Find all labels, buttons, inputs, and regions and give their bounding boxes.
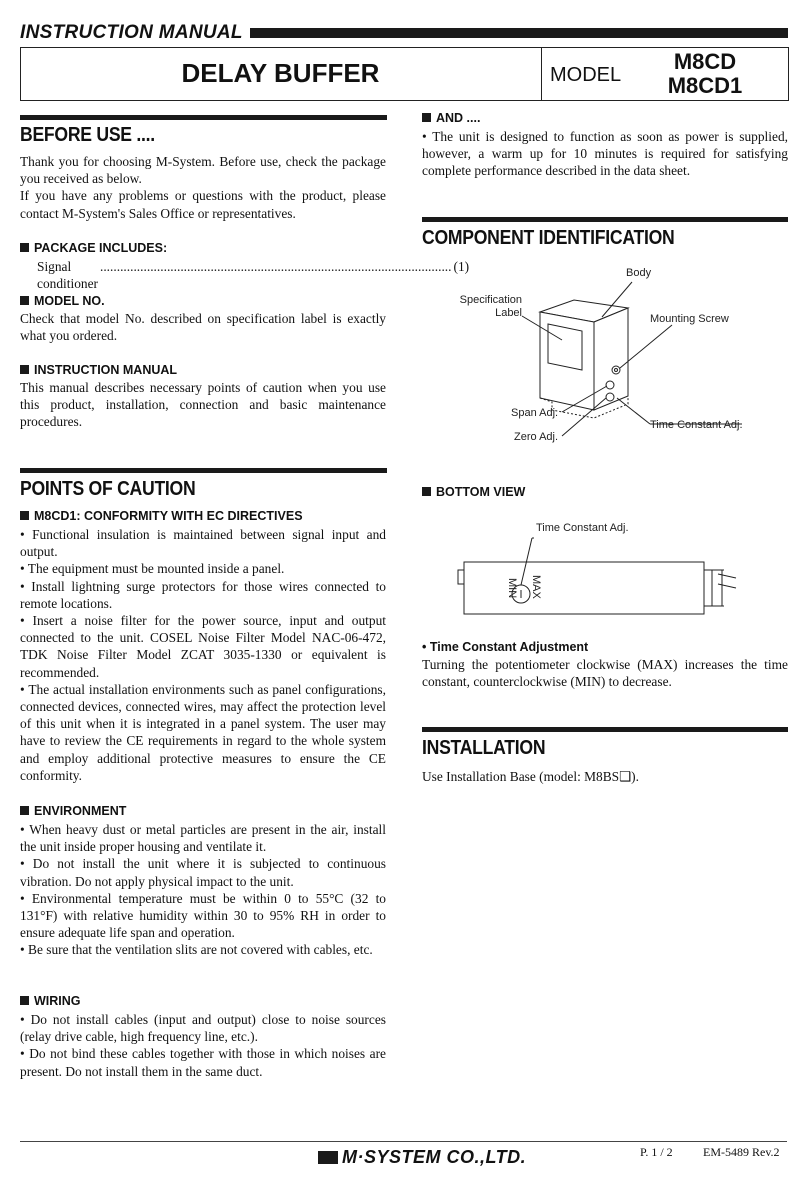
section-rule xyxy=(20,115,387,120)
before-use-heading: BEFORE USE .... xyxy=(20,124,155,146)
list-item: • When heavy dust or metal particles are present in the air, install the unit inside proper housing and ventilate it. xyxy=(20,822,386,855)
header-rule xyxy=(250,28,788,38)
ec-directives-heading: M8CD1: CONFORMITY WITH EC DIRECTIVES xyxy=(20,509,303,523)
package-item-name: Signal conditioner xyxy=(37,259,98,291)
before-use-intro xyxy=(20,153,386,222)
list-item: • Do not install the unit where it is subjected to continuous vibration. Do not apply physical impact to the unit. xyxy=(20,856,386,889)
list-item: • Do not bind these cables together with those in which noises are present. Do not install them in the same duct. xyxy=(20,1046,386,1079)
min-label: MIN xyxy=(506,578,518,599)
component-identification-heading: COMPONENT IDENTIFICATION xyxy=(422,227,675,249)
component-diagram xyxy=(422,260,788,452)
wiring-list xyxy=(20,1011,386,1080)
and-text: • The unit is designed to function as soon as power is supplied, however, a warm up for 10 minutes is required for satisfying complete performance described in the data sheet. xyxy=(422,129,788,179)
section-rule xyxy=(422,217,788,222)
installation-heading: INSTALLATION xyxy=(422,737,546,759)
title-divider xyxy=(541,47,542,101)
company-logo: M·SYSTEM CO.,LTD. xyxy=(318,1147,526,1168)
bottom-time-constant-label: Time Constant Adj. xyxy=(536,522,629,534)
square-bullet-icon xyxy=(20,365,29,374)
unit-front-face xyxy=(594,308,628,410)
environment-heading: ENVIRONMENT xyxy=(20,804,126,818)
bottom-view-diagram xyxy=(422,512,788,628)
list-item: • Install lightning surge protectors for those wires connected to remote locations. xyxy=(20,578,386,611)
list-item: • Environmental temperature must be within 0 to 55°C (32 to 131°F) with relative humidity within 30 to 95% RH in order to ensure adequate life span and operation. xyxy=(20,890,386,941)
span-adj-label: Span Adj. xyxy=(511,407,559,419)
list-item: • Be sure that the ventilation slits are not covered with cables, etc. xyxy=(20,942,373,958)
points-of-caution-heading: POINTS OF CAUTION xyxy=(20,478,196,500)
intro-paragraph: Thank you for choosing M-System. Before use, check the package you received as below. xyxy=(20,154,386,187)
mounting-screw-label: Mounting Screw xyxy=(650,313,729,325)
instruction-manual-text: This manual describes necessary points of caution when you use this product, installation, connection and basic maintenance procedures. xyxy=(20,380,386,430)
zero-adj-label: Zero Adj. xyxy=(514,431,559,443)
package-item xyxy=(37,258,470,292)
square-bullet-icon xyxy=(20,296,29,305)
doc-type-heading: INSTRUCTION MANUAL xyxy=(20,22,243,43)
time-constant-text: Turning the potentiometer clockwise (MAX) increases the time constant, counterclockwise (MIN) to decrease. xyxy=(422,657,788,690)
and-heading: AND .... xyxy=(422,111,480,125)
document-number: EM-5489 Rev.2 xyxy=(703,1145,780,1159)
list-item: • Functional insulation is maintained between signal input and output. xyxy=(20,527,386,560)
ec-directives-list xyxy=(20,526,386,784)
time-constant-heading: • Time Constant Adjustment xyxy=(422,640,589,654)
spec-label-label: Specification xyxy=(459,294,522,306)
list-item: • Do not install cables (input and output) close to noise sources (relay drive cable, high frequency line, etc.). xyxy=(20,1012,386,1045)
max-label: MAX xyxy=(530,575,542,599)
spec-label-label: Label xyxy=(495,307,522,319)
bottom-view-heading: BOTTOM VIEW xyxy=(422,485,525,499)
intro-paragraph: If you have any problems or questions with the product, please contact M-System's Sales Office or representatives. xyxy=(20,188,386,221)
package-includes-heading: PACKAGE INCLUDES: xyxy=(20,241,167,255)
company-logo-icon xyxy=(318,1151,338,1164)
dot-leader: ......................................................................................................... xyxy=(99,259,452,274)
section-rule xyxy=(20,468,387,473)
model-label: MODEL xyxy=(550,64,622,86)
list-item: • The actual installation environments such as panel configurations, connected devices, connected wires, may affect the protection level of this unit when it is integrated in a panel system. The user may have to review the CE requirements in regard to the whole system and employ additional protective measures to ensure the CE conformity. xyxy=(20,681,386,783)
square-bullet-icon xyxy=(422,113,431,122)
page-number: P. 1 / 2 xyxy=(640,1145,673,1159)
model-number: M8CD1 xyxy=(667,73,743,98)
instruction-manual-heading: INSTRUCTION MANUAL xyxy=(20,363,177,377)
time-constant-adj-label: Time Constant Adj. xyxy=(650,419,743,431)
list-item: • The equipment must be mounted inside a panel. xyxy=(20,561,285,577)
wiring-heading: WIRING xyxy=(20,994,81,1008)
square-bullet-icon xyxy=(20,511,29,520)
installation-text: Use Installation Base (model: M8BS❑). xyxy=(422,769,639,784)
square-bullet-icon xyxy=(422,487,431,496)
unit-bottom-outline xyxy=(464,562,704,614)
square-bullet-icon xyxy=(20,996,29,1005)
section-rule xyxy=(422,727,788,732)
footer-rule xyxy=(20,1141,787,1142)
product-title: DELAY BUFFER xyxy=(181,58,380,88)
body-label: Body xyxy=(626,267,652,279)
environment-list xyxy=(20,821,386,959)
square-bullet-icon xyxy=(20,806,29,815)
model-no-text: Check that model No. described on specification label is exactly what you ordered. xyxy=(20,311,386,344)
square-bullet-icon xyxy=(20,243,29,252)
list-item: • Insert a noise filter for the power source, input and output connected to the unit. COSEL Noise Filter Model NAC-06-472, TDK Noise Filter Model ZCAT 3035-1330 or equivalent is recommended. xyxy=(20,613,386,680)
package-item-qty: (1) xyxy=(453,259,470,274)
model-number: M8CD xyxy=(673,49,737,74)
model-no-heading: MODEL NO. xyxy=(20,294,105,308)
